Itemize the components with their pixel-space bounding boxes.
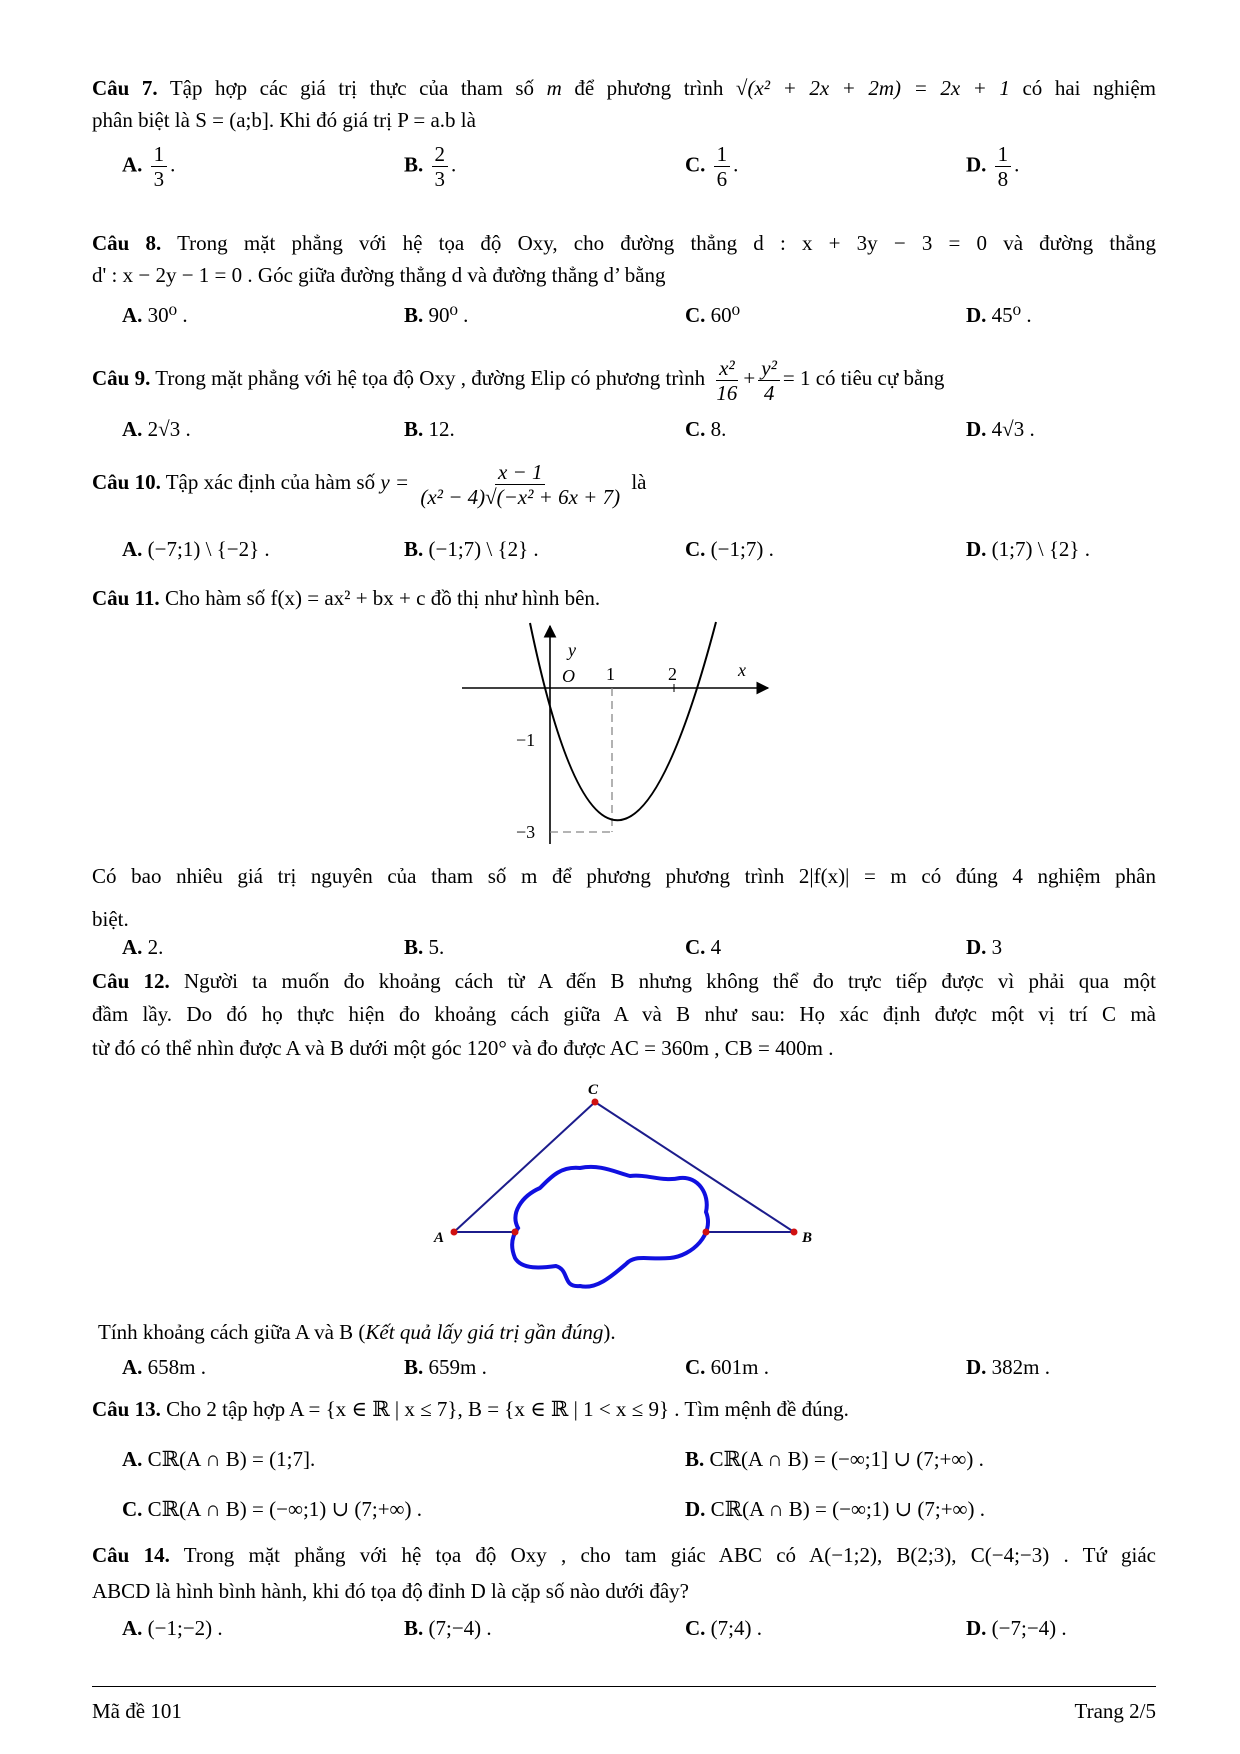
option-label: B. <box>404 303 424 327</box>
q13-text: Cho 2 tập hợp A = {x ∈ ℝ | x ≤ 7}, B = {x ∈ ℝ | 1 < x ≤ 9} . Tìm mệnh đề đúng. <box>166 1397 849 1421</box>
q10-label: Câu 10. <box>92 470 161 494</box>
q12-option-d[interactable] <box>966 1354 1050 1380</box>
q8-line2: d' : x − 2y − 1 = 0 . Góc giữa đường thẳng d và đường thẳng d’ bằng <box>92 263 666 287</box>
q9-eq-tail: = 1 <box>782 366 811 390</box>
label-a: A <box>434 1230 445 1246</box>
option-label: A. <box>122 1447 143 1471</box>
option-label: D. <box>966 537 987 561</box>
option-label: C. <box>685 303 706 327</box>
point-b-swamp <box>703 1229 710 1236</box>
q12-line3: từ đó có thể nhìn được A và B dưới một góc 120° và đo được AC = 360m , CB = 400m . <box>92 1036 834 1060</box>
option-label: B. <box>404 417 424 441</box>
option-label: B. <box>404 152 424 177</box>
option-label: C. <box>685 417 706 441</box>
q10-option-d[interactable] <box>966 536 1090 562</box>
frac-den: 8 <box>997 167 1009 191</box>
q14-text1: Trong mặt phẳng với hệ tọa độ Oxy , cho tam giác ABC có A(−1;2), B(2;3), C(−4;−3) . Tứ giác <box>183 1543 1156 1567</box>
q14-option-a[interactable] <box>122 1615 223 1641</box>
tick-label-2: 2 <box>668 664 677 684</box>
point-a <box>451 1229 458 1236</box>
tick-label-m3: −3 <box>516 822 536 842</box>
q14-option-c[interactable] <box>685 1615 762 1641</box>
q11-option-b[interactable] <box>404 934 444 960</box>
option-label: A. <box>122 935 143 959</box>
option-label: A. <box>122 417 143 441</box>
option-text: 658m . <box>147 1355 207 1379</box>
q8-option-d[interactable] <box>966 302 1032 328</box>
frac-den: 3 <box>153 167 165 191</box>
option-text: 3 <box>991 935 1003 959</box>
q13-line1 <box>92 1396 1156 1422</box>
q12-ask-italic: Kết quả lấy giá trị gần đúng <box>365 1320 604 1344</box>
frac-den: (x² − 4)√(−x² + 6x + 7) <box>420 484 621 509</box>
q14-option-b[interactable] <box>404 1615 492 1641</box>
q11-question: Có bao nhiêu giá trị nguyên của tham số m để phương phương trình 2|f(x)| = m có đúng 4 nghiệm phân <box>92 864 1156 888</box>
q7-option-a[interactable]: A. $\frac{1}{3}$ . <box>122 142 176 191</box>
axis-x-label: x <box>738 660 746 680</box>
label-c: C <box>588 1082 599 1098</box>
option-label: A. <box>122 303 143 327</box>
q11-label: Câu 11. <box>92 586 160 610</box>
frac-den: 3 <box>434 167 446 191</box>
q12-text1: Người ta muốn đo khoảng cách từ A đến B nhưng không thể đo trực tiếp được vì phải qua một <box>184 969 1156 993</box>
q12-label: Câu 12. <box>92 969 170 993</box>
q14-label: Câu 14. <box>92 1543 170 1567</box>
option-label: D. <box>966 303 987 327</box>
option-label: A. <box>122 1616 143 1640</box>
option-label: D. <box>685 1497 706 1521</box>
option-label: A. <box>122 1355 143 1379</box>
side-cb <box>595 1102 794 1232</box>
frac-num: 1 <box>151 142 168 167</box>
option-label: D. <box>966 935 987 959</box>
option-label: A. <box>122 152 143 177</box>
q7-line2: phân biệt là S = (a;b]. Khi đó giá trị P = a.b là <box>92 108 476 132</box>
option-label: C. <box>122 1497 143 1521</box>
option-text: (7;4) . <box>710 1616 762 1640</box>
origin-label: O <box>562 666 575 686</box>
tick-label-m1: −1 <box>516 730 536 750</box>
option-label: C. <box>685 935 706 959</box>
q13-option-b[interactable] <box>685 1446 984 1472</box>
option-text: 30⁰ . <box>147 303 188 327</box>
q13-option-c[interactable] <box>122 1496 422 1522</box>
q10-option-b[interactable] <box>404 536 539 562</box>
option-text: 601m . <box>710 1355 770 1379</box>
q11-line2 <box>92 863 1156 889</box>
frac-den: 6 <box>716 167 728 191</box>
q11-option-a[interactable] <box>122 934 163 960</box>
q11-option-c[interactable] <box>685 934 721 960</box>
q12-line2 <box>92 1001 1156 1027</box>
axis-y-label: y <box>568 640 576 660</box>
q10-text-b: là <box>631 470 647 494</box>
point-a-swamp <box>512 1229 519 1236</box>
q8-option-a[interactable] <box>122 302 188 328</box>
option-text: 382m . <box>991 1355 1051 1379</box>
parabola-graph <box>460 618 780 848</box>
parabola-curve <box>530 622 716 820</box>
option-text: 659m . <box>428 1355 487 1379</box>
option-label: B. <box>404 1355 424 1379</box>
frac-num: y² <box>758 356 780 381</box>
q10-line1 <box>92 454 1156 510</box>
point-c <box>592 1099 599 1106</box>
option-label: C. <box>685 537 706 561</box>
q11-line3: biệt. <box>92 907 129 931</box>
q7-line1 <box>92 75 1156 101</box>
option-text: (1;7) \ {2} . <box>991 537 1090 561</box>
option-text: Cℝ(A ∩ B) = (−∞;1] ∪ (7;+∞) . <box>709 1447 984 1471</box>
label-b: B <box>802 1230 813 1246</box>
q14-line2: ABCD là hình bình hành, khi đó tọa độ đỉnh D là cặp số nào dưới đây? <box>92 1579 689 1603</box>
option-text: 2. <box>147 935 164 959</box>
option-text: 12. <box>428 417 455 441</box>
q12-option-c[interactable] <box>685 1354 769 1380</box>
q8-option-b[interactable] <box>404 302 468 328</box>
q13-label: Câu 13. <box>92 1397 161 1421</box>
frac-num: 1 <box>714 142 731 167</box>
swamp-triangle-figure <box>430 1078 820 1308</box>
option-label: D. <box>966 152 987 177</box>
q11-option-d[interactable] <box>966 934 1002 960</box>
q12-ask-b: ). <box>603 1320 616 1344</box>
q9-text-a: Trong mặt phẳng với hệ tọa độ Oxy , đường Elip có phương trình <box>155 366 706 390</box>
q7-label: Câu 7. <box>92 76 158 100</box>
q7-text-a: Tập hợp các giá trị thực của tham số <box>169 76 535 100</box>
option-label: B. <box>404 537 424 561</box>
option-label: A. <box>122 537 143 561</box>
q8-label: Câu 8. <box>92 231 162 255</box>
option-text: 90⁰ . <box>428 303 469 327</box>
option-text: (−7;1) \ {−2} . <box>147 537 270 561</box>
q9-option-d[interactable] <box>966 416 1035 442</box>
q13-option-a[interactable] <box>122 1446 315 1472</box>
q7-param: m <box>546 76 562 100</box>
point-b <box>791 1229 798 1236</box>
option-text: Cℝ(A ∩ B) = (1;7]. <box>147 1447 316 1471</box>
q12-line1 <box>92 968 1156 994</box>
q10-text-a: Tập xác định của hàm số <box>165 470 376 494</box>
q12-ask-a: Tính khoảng cách giữa A và B ( <box>98 1320 366 1344</box>
q9-text-b: có tiêu cự bằng <box>815 366 945 390</box>
frac-num: x² <box>716 356 738 381</box>
q8-text: Trong mặt phẳng với hệ tọa độ Oxy, cho đường thẳng d : x + 3y − 3 = 0 và đường thẳng <box>177 231 1156 255</box>
q8-option-c[interactable] <box>685 302 740 328</box>
q7-option-d[interactable]: D. $\frac{1}{8}$ . <box>966 142 1020 191</box>
option-label: D. <box>966 417 987 441</box>
frac-den: 16 <box>716 380 738 405</box>
option-text: (−1;7) . <box>710 537 774 561</box>
option-label: B. <box>404 935 424 959</box>
q12-option-a[interactable] <box>122 1354 206 1380</box>
frac-den: 4 <box>763 380 775 405</box>
frac-num: 2 <box>432 142 449 167</box>
q10-option-a[interactable] <box>122 536 270 562</box>
option-label: B. <box>404 1616 424 1640</box>
q9-line1: Câu 9. Trong mặt phẳng với hệ tọa độ Oxy , đường Elip có phương trình $\frac{\text{x²}}{16}$ + $\frac{\text{y²}}{4}$ = 1 có tiêu cự bằng <box>92 355 945 405</box>
option-label: D. <box>966 1355 987 1379</box>
footer-page: Trang 2/5 <box>1074 1699 1156 1723</box>
q7-text-c: có hai nghiệm <box>1022 76 1157 100</box>
q7-text-b: để phương trình <box>574 76 724 100</box>
q11-intro: Cho hàm số f(x) = ax² + bx + c đồ thị như hình bên. <box>164 586 601 610</box>
q10-y: y = <box>380 470 410 494</box>
q8-line1 <box>92 230 1156 256</box>
option-text: Cℝ(A ∩ B) = (−∞;1) ∪ (7;+∞) . <box>147 1497 423 1521</box>
option-text: (7;−4) . <box>428 1616 492 1640</box>
option-text: 4√3 . <box>991 417 1035 441</box>
option-text: 5. <box>428 935 445 959</box>
option-text: 4 <box>710 935 722 959</box>
q9-label: Câu 9. <box>92 366 151 390</box>
option-label: C. <box>685 1616 706 1640</box>
q7-option-b[interactable]: B. $\frac{2}{3}$ . <box>404 142 457 191</box>
q12-ask <box>98 1319 1162 1345</box>
option-text: 60⁰ <box>710 303 741 327</box>
option-label: C. <box>685 152 706 177</box>
q9-option-b[interactable] <box>404 416 455 442</box>
option-label: D. <box>966 1616 987 1640</box>
tick-label-1: 1 <box>606 664 615 684</box>
q12-option-b[interactable] <box>404 1354 487 1380</box>
swamp-outline <box>512 1167 708 1287</box>
option-text: 45⁰ . <box>991 303 1032 327</box>
option-text: Cℝ(A ∩ B) = (−∞;1) ∪ (7;+∞) . <box>710 1497 986 1521</box>
footer-code: Mã đề 101 <box>92 1699 182 1723</box>
option-text: (−1;7) \ {2} . <box>428 537 539 561</box>
option-label: C. <box>685 1355 706 1379</box>
option-text: (−1;−2) . <box>147 1616 223 1640</box>
footer-divider <box>92 1686 1156 1687</box>
q14-option-d[interactable] <box>966 1615 1067 1641</box>
q9-option-c[interactable] <box>685 416 726 442</box>
option-label: B. <box>685 1447 705 1471</box>
option-text: (−7;−4) . <box>991 1616 1067 1640</box>
frac-num: 1 <box>995 142 1012 167</box>
q13-option-d[interactable] <box>685 1496 985 1522</box>
q10-option-c[interactable] <box>685 536 774 562</box>
q14-line1 <box>92 1542 1156 1568</box>
q7-option-c[interactable]: C. $\frac{1}{6}$ . <box>685 142 739 191</box>
q7-equation: √(x² + 2x + 2m) = 2x + 1 <box>735 76 1010 100</box>
q12-text2: đầm lầy. Do đó họ thực hiện đo khoảng cách giữa A và B như sau: Họ xác định được một vị trí C mà <box>92 1002 1156 1026</box>
frac-num: x − 1 <box>495 460 546 485</box>
option-text: 2√3 . <box>147 417 191 441</box>
option-text: 8. <box>710 417 727 441</box>
q11-line1 <box>92 585 1156 611</box>
q9-option-a[interactable] <box>122 416 191 442</box>
